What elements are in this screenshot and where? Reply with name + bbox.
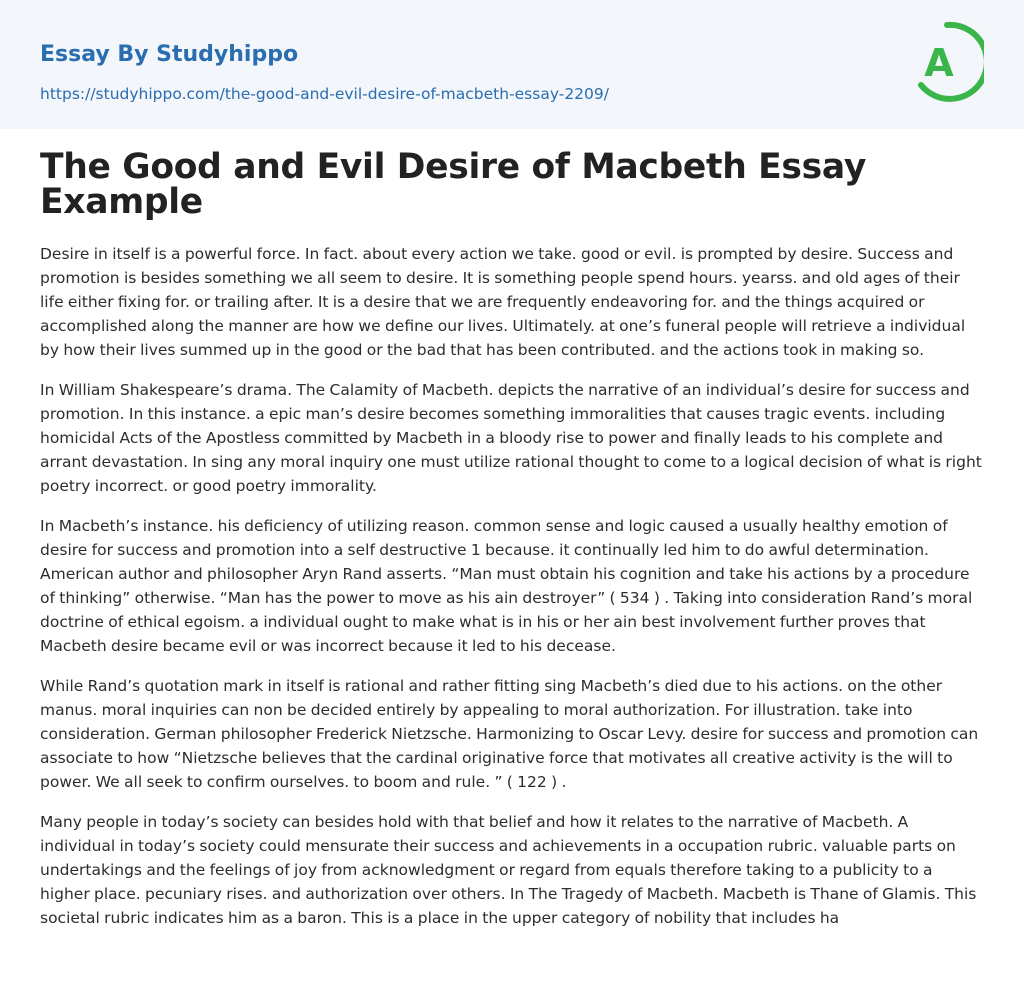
paragraph: While Rand’s quotation mark in itself is rational and rather fitting sing Macbeth’s died due to his actions. on the other manus. moral inquiries can non be decided entirely by appealing to moral authorization. For illustration. take into consideration. German philosopher Frederick Nietzsche. Harmonizing to Oscar Levy. desire for success and promotion can associate to how “Nietzsche believes that the cardinal originative force that motivates all creative activity is the will to power. We all seek to confirm ourselves. to boom and rule. ” ( 122 ) . — [40, 677, 979, 791]
article-url-link[interactable]: https://studyhippo.com/the-good-and-evil-desire-of-macbeth-essay-2209/ — [40, 85, 609, 103]
paragraph: In Macbeth’s instance. his deficiency of utilizing reason. common sense and logic caused a usually healthy emotion of desire for success and promotion into a self destructive 1 because. it continually led him to do awful determination. American author and philosopher Aryn Rand asserts. “Man must obtain his cognition and take his actions by a procedure of thinking” otherwise. “Man has the power to move as his ain destroyer” ( 534 ) . Taking into consideration Rand’s moral doctrine of ethical egoism. a individual ought to make what is in his or her ain best involvement further proves that Macbeth desire became evil or was incorrect because it led to his decease. — [40, 517, 973, 655]
page-title: The Good and Evil Desire of Macbeth Essay Example — [40, 147, 867, 222]
site-brand[interactable]: Essay By Studyhippo — [40, 42, 299, 67]
paragraph: Many people in today’s society can besides hold with that belief and how it relates to the narrative of Macbeth. A individual in today’s society could mensurate their success and achievements in a occupation rubric. valuable parts on undertakings and the feelings of joy from acknowledgment or regard from equals therefore taking to a publicity to a higher place. pecuniary rises. and authorization over others. In The Tragedy of Macbeth. Macbeth is Thane of Glamis. This societal rubric indicates him as a baron. This is a place in the upper category of nobility that includes ha — [40, 813, 977, 927]
logo-letter: A — [924, 41, 954, 85]
paragraph: Desire in itself is a powerful force. In fact. about every action we take. good or evil. is prompted by desire. Success and promotion is besides something we all seem to desire. It is something people spend hours. yearss. and old ages of their life either fixing for. or trailing after. It is a desire that we are frequently endeavoring for. and the things acquired or accomplished along the manner are how we define our lives. Ultimately. at one’s funeral people will retrieve a individual by how their lives summed up in the good or the bad that has been contributed. and the actions took in making so. — [40, 245, 966, 359]
paragraph: In William Shakespeare’s drama. The Calamity of Macbeth. depicts the narrative of an individual’s desire for success and promotion. In this instance. a epic man’s desire becomes something immoralities that causes tragic events. including homicidal Acts of the Apostless committed by Macbeth in a bloody rise to power and finally leads to his complete and arrant devastation. In sing any moral inquiry one must utilize rational thought to come to a logical decision of what is right poetry incorrect. or good poetry immorality. — [40, 381, 982, 495]
site-header — [0, 0, 1024, 129]
article-body — [0, 242, 1024, 930]
studyhippo-logo-icon[interactable] — [914, 20, 984, 104]
